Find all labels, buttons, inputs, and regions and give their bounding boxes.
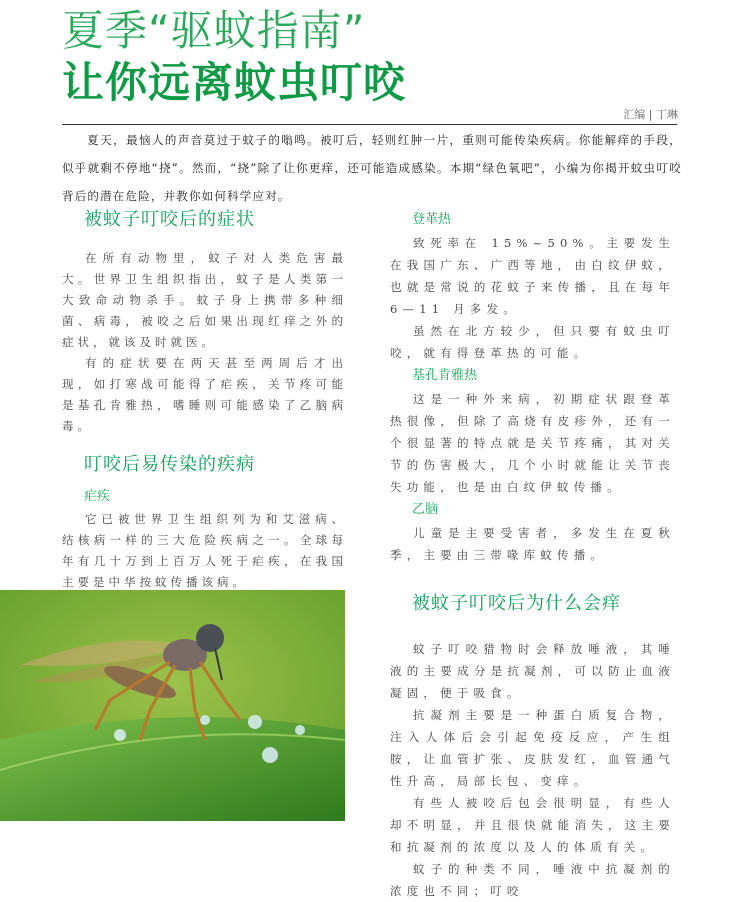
title-line-2: 让你远离蚊虫叮咬	[62, 58, 407, 107]
paragraph: 有些人被咬后包会很明显，有些人却不明显，并且很快就能消失，这主要和抗凝剂的浓度以及人的体质有关。	[390, 796, 675, 854]
title-line-1: 夏季“驱蚊指南”	[62, 6, 366, 55]
paragraph: 蚊子叮咬猎物时会释放唾液，其唾液的主要成分是抗凝剂，可以防止血液凝固，便于吸食。	[390, 642, 675, 700]
paragraph: 这是一种外来病，初期症状跟登革热很像，但除了高烧有皮疹外，还有一个很显著的特点就是关节疼痛，其对关节的伤害极大，几个小时就能让关节丧失功能，也是由白纹伊蚊传播。	[390, 392, 675, 494]
left-column	[62, 208, 347, 593]
paragraph: 它已被世界卫生组织列为和艾滋病、结核病一样的三大危险疾病之一。全球每年有几十万到上百万人死于疟疾，在我国主要是中华按蚊传播该病。	[62, 512, 347, 589]
subheading-chikungunya: 基孔肯雅热	[412, 368, 478, 383]
paragraph: 有的症状要在两天甚至两周后才出现，如打寒战可能得了疟疾，关节疼可能是基孔肯雅热，嗜睡则可能感染了乙脑病毒。	[62, 356, 347, 433]
section-heading-diseases: 叮咬后易传染的疾病	[84, 454, 255, 475]
mosquito-photo	[0, 590, 345, 821]
section-heading-itch: 被蚊子叮咬后为什么会痒	[412, 593, 621, 614]
paragraph: 在所有动物里，蚊子对人类危害最大。世界卫生组织指出，蚊子是人类第一大致命动物杀手。蚊子身上携带多种细菌、病毒，被咬之后如果出现红痒之外的症状，就该及时就医。	[62, 251, 347, 349]
paragraph: 虽然在北方较少，但只要有蚊虫叮咬，就有得登革热的可能。	[390, 324, 675, 360]
paragraph: 致死率在 15%~50%。主要发生在我国广东、广西等地，由白纹伊蚊，也就是常说的花蚊子来传播，且在每年 6—11 月多发。	[390, 236, 675, 316]
section-heading-symptoms: 被蚊子叮咬后的症状	[84, 209, 255, 230]
divider	[62, 124, 677, 125]
paragraph: 儿童是主要受害者，多发生在夏秋季，主要由三带喙库蚊传播。	[390, 526, 675, 562]
subheading-malaria: 疟疾	[84, 489, 111, 504]
byline: 汇编 | 丁琳	[623, 108, 678, 121]
paragraph: 蚊子的种类不同，唾液中抗凝剂的浓度也不同；叮咬	[390, 862, 675, 898]
intro-paragraph: 夏天，最恼人的声音莫过于蚊子的嗡鸣。被叮后，轻则红肿一片，重则可能传染疾病。你能解痒的手段，似乎就剩不停地“挠”。然而，“挠”除了让你更痒，还可能造成感染。本期“绿色氧吧”，小编为你揭开蚊虫叮咬背后的潜在危险，并教你如何科学应对。	[62, 133, 682, 203]
subheading-encephalitis: 乙脑	[412, 502, 439, 517]
paragraph: 抗凝剂主要是一种蛋白质复合物，注入人体后会引起免疫反应，产生组胺，让血管扩张、皮肤发红，血管通气性升高，局部长包、变痒。	[390, 708, 675, 788]
subheading-dengue: 登革热	[412, 212, 452, 227]
right-column	[390, 208, 675, 902]
